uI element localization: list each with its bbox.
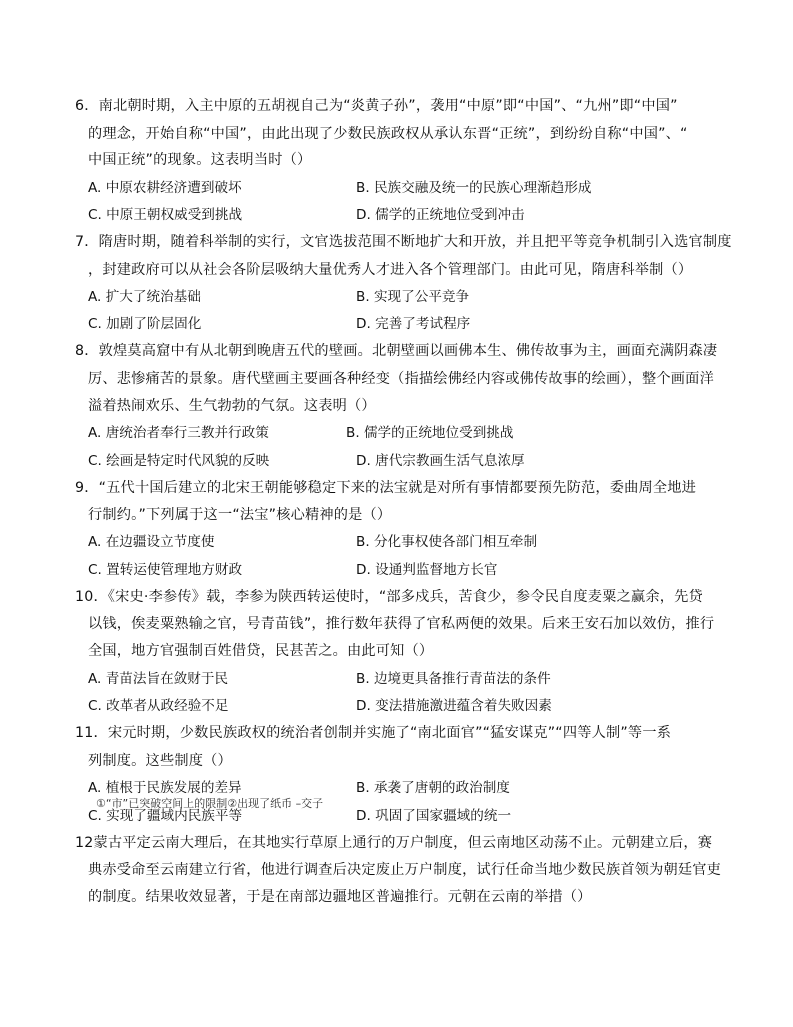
option-b: B. 实现了公平竞争 [356, 289, 470, 305]
question-text-line: 典赤受命至云南建立行省，他进行调查后决定废止万户制度，试行任命当地少数民族首领为朝廷官吏 [88, 862, 722, 878]
option-b: B. 承袭了唐朝的政治制度 [356, 780, 510, 796]
option-d: D. 完善了考试程序 [356, 316, 471, 332]
option-d: D. 变法措施激进蕴含着失败因素 [356, 698, 552, 714]
question-text-line: 中国正统”的现象。这表明当时（） [88, 152, 312, 168]
question-text-line: 全国，地方官强制百姓借贷，民甚苦之。由此可知（） [88, 643, 434, 659]
option-c: C. 加剧了阶层固化 [88, 316, 202, 332]
option-c: C. 中原王朝权威受到挑战 [88, 207, 243, 223]
question-text-line: 9．“五代十国后建立的北宋王朝能够稳定下来的法宝就是对所有事情都要预先防范，委曲周全地进 [75, 480, 697, 496]
question-text-line: 以钱，俟麦粟熟输之官，号青苗钱”，推行数年获得了官私两便的效果。后来王安石加以效仿，推行 [88, 616, 715, 632]
option-b: B. 民族交融及统一的民族心理渐趋形成 [356, 180, 592, 196]
question-text-line: 的制度。结果收效显著，于是在南部边疆地区普遍推行。元朝在云南的举措（） [88, 889, 592, 905]
question-text-line: 溢着热闹欢乐、生气勃勃的气氛。这表明（） [88, 398, 376, 414]
option-c: C. 置转运使管理地方财政 [88, 562, 243, 578]
option-c: C. 绘画是特定时代风貌的反映 [88, 453, 270, 469]
option-d: D. 设通判监督地方长官 [356, 562, 498, 578]
option-a: A. 唐统治者奉行三教并行政策 [88, 425, 269, 441]
option-d: D. 儒学的正统地位受到冲击 [356, 207, 525, 223]
overlapping-text-fragment: ①“市”已突破空间上的限制②出现了纸币 –交子 [96, 797, 324, 810]
question-text-line: 8．敦煌莫高窟中有从北朝到晚唐五代的壁画。北朝壁画以画佛本生、佛传故事为主，画面充满阴森凄 [75, 343, 718, 359]
option-d: D. 巩固了国家疆域的统一 [356, 808, 512, 824]
question-text-line: 的理念，开始自称“中国”，由此出现了少数民族政权从承认东晋“正统”，到纷纷自称“中国”、“ [88, 126, 688, 142]
option-c: C. 实现了疆域内民族平等 [88, 808, 243, 824]
question-text-line: 10．《宋史·李参传》载，李参为陕西转运使时，“部多戍兵，苦食少，参令民自度麦粟之赢余，先贷 [75, 589, 703, 605]
question-text-line: 7．隋唐时期，随着科举制的实行，文官选拔范围不断地扩大和开放，并且把平等竞争机制引入选官制度 [75, 234, 732, 250]
option-a: A. 青苗法旨在敛财于民 [88, 671, 229, 687]
option-a: A. 在边疆设立节度使 [88, 534, 215, 550]
question-text-line: 11．宋元时期，少数民族政权的统治者创制并实施了“南北面官”“猛安谋克”“四等人制”等一系 [75, 725, 672, 741]
question-text-line: 列制度。这些制度（） [88, 753, 232, 769]
question-text-line: 厉、悲惨痛苦的景象。唐代壁画主要画各种经变（指描绘佛经内容或佛传故事的绘画），整个画面洋 [88, 371, 714, 387]
option-b: B. 边境更具备推行青苗法的条件 [356, 671, 551, 687]
option-a: A. 中原农耕经济遭到破坏 [88, 180, 242, 196]
question-text-line: 6．南北朝时期，入主中原的五胡视自己为“炎黄子孙”，袭用“中原”即“中国”、“九州”即“中国” [75, 98, 678, 114]
option-d: D. 唐代宗教画生活气息浓厚 [356, 453, 525, 469]
option-b: B. 分化事权使各部门相互牵制 [356, 534, 538, 550]
option-a: A. 植根于民族发展的差异 [88, 780, 242, 796]
option-c: C. 改革者从政经验不足 [88, 698, 229, 714]
option-b: B. 儒学的正统地位受到挑战 [346, 425, 514, 441]
question-text-line: ，封建政府可以从社会各阶层吸纳大量优秀人才进入各个管理部门。由此可见，隋唐科举制（） [88, 262, 693, 278]
option-a: A. 扩大了统治基础 [88, 289, 201, 305]
question-text-line: 行制约。”下列属于这一“法宝”核心精神的是（） [88, 507, 392, 523]
question-text-line: 12蒙古平定云南大理后，在其地实行草原上通行的万户制度，但云南地区动荡不止。元朝建立后，赛 [75, 835, 713, 851]
